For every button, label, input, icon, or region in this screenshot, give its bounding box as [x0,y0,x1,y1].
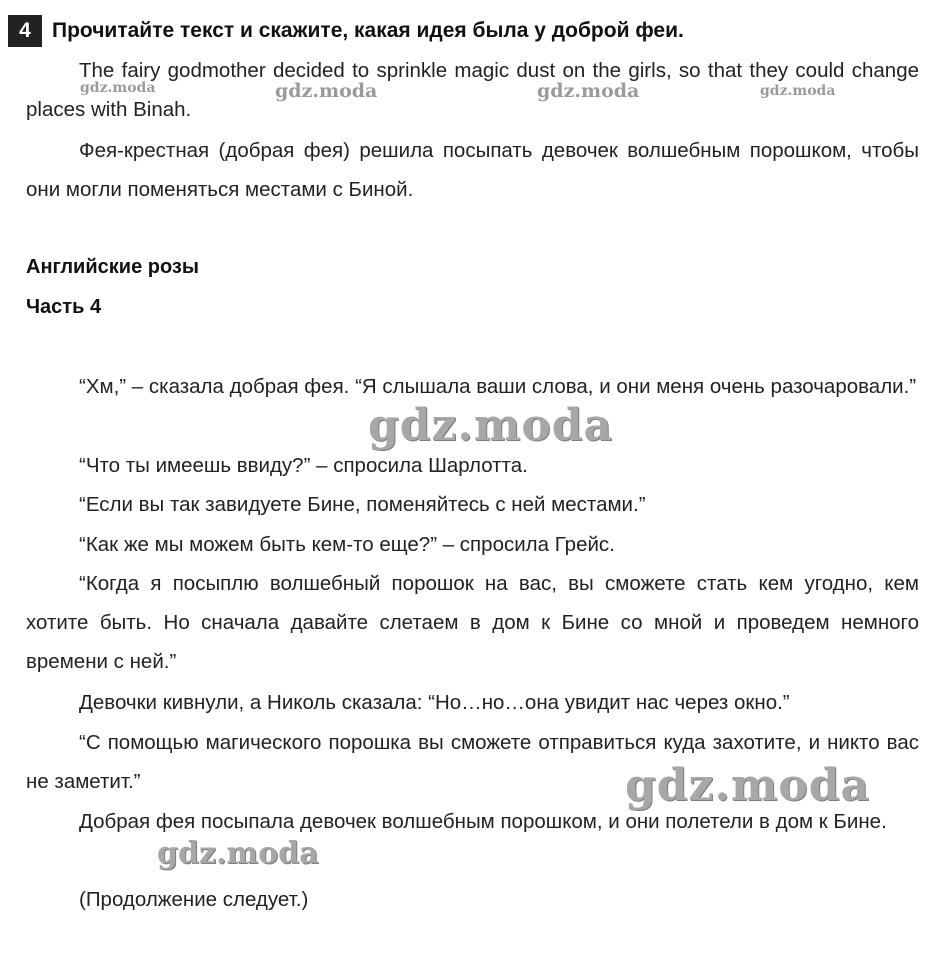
story-paragraph: “Что ты имеешь ввиду?” – спросила Шарлотта. [79,454,528,477]
watermark: gdz.moda [275,80,378,102]
story-paragraph: “Как же мы можем быть кем-то еще?” – спросила Грейс. [79,533,615,556]
story-continuation-note: (Продолжение следует.) [79,888,309,911]
task-number-badge: 4 [8,15,42,47]
task-instruction: Прочитайте текст и скажите, какая идея была у доброй феи. [52,19,684,42]
watermark: gdz.moda [760,83,836,99]
story-title: Английские розы [26,256,199,278]
watermark: gdz.moda [157,836,319,871]
story-paragraph: “Хм,” – сказала добрая фея. “Я слышала ваши слова, и они меня очень разочаровали.” [79,375,917,398]
watermark: gdz.moda [80,80,156,96]
story-paragraph: “С помощью магического порошка вы сможете отправиться куда захотите, и никто вас не заметит.” [26,731,919,793]
watermark: gdz.moda [625,760,871,811]
story-paragraph: “Когда я посыплю волшебный порошок на вас, вы сможете стать кем угодно, кем хотите быть. Но сначала давайте слетаем в дом к Бине со мной и проведем немного времени с ней.” [26,572,919,673]
story-part: Часть 4 [26,296,102,318]
story-paragraph: “Если вы так завидуете Бине, поменяйтесь с ней местами.” [79,493,646,516]
story-paragraph: Добрая фея посыпала девочек волшебным порошком, и они полетели в дом к Бине. [79,810,887,833]
watermark: gdz.moda [537,80,640,102]
answer-russian: Фея-крестная (добрая фея) решила посыпать девочек волшебным порошком, чтобы они могли поменяться местами с Биной. [26,139,919,201]
answer-english: The fairy godmother decided to sprinkle magic dust on the girls, so that they could change places with Binah. [26,59,919,121]
watermark: gdz.moda [368,400,614,451]
task-header [8,14,684,48]
story-paragraph: Девочки кивнули, а Николь сказала: “Но…но…она увидит нас через окно.” [79,691,790,714]
